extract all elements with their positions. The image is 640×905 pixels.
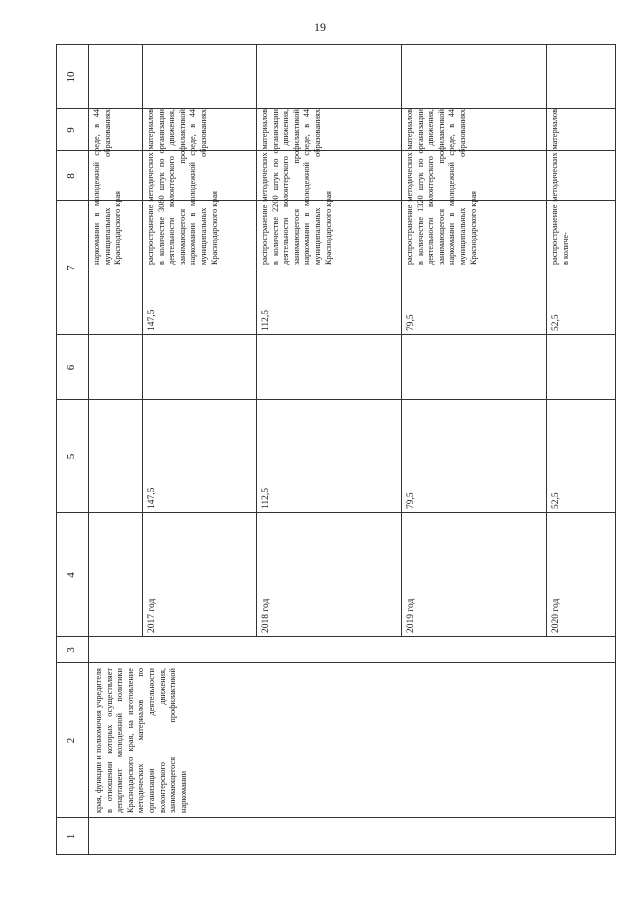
row-value-col5: 79,5 [406,492,416,509]
row-result-text: распространение методических материалов в количестве 3080 штук по организации деятельности волонтерского движения, занимающегося профилактикой наркомании в молодежной среде, в 44 муниципальных образованиях Краснодарского края [146,109,219,265]
row-result-text: распространение методических материалов в количе- [550,109,570,265]
grid-hline [615,45,616,855]
grid-hline [56,45,57,855]
grid-hline [401,45,402,637]
grid-vline [56,44,616,45]
grid-hline [142,45,143,637]
grid-vline [56,334,616,335]
column-header: 10 [65,71,77,83]
row-value-col5: 112,5 [261,487,271,509]
column-header: 4 [65,572,77,578]
grid-vline [56,636,616,637]
grid-vline [56,854,616,855]
grid-vline [56,150,616,151]
row-result-text: распространение методических материалов в количестве 1320 штук по организации деятельности волонтерского движения, занимающегося профилактикой наркомании в молодежной среде, в 44 муниципальных образованиях Краснодарского края [405,109,478,265]
row-year: 2020 год [551,598,561,633]
column-header: 8 [65,173,77,179]
column-header: 1 [65,833,77,840]
rotated-table [56,45,616,855]
grid-hline [88,45,89,855]
row-year: 2019 год [406,598,416,633]
column-header: 3 [65,647,77,653]
column-header: 5 [65,453,77,460]
row-value-col5: 147,5 [147,487,157,509]
row-year: 2018 год [261,598,271,633]
grid-vline [56,817,616,818]
grid-vline [56,662,616,663]
column-header: 7 [65,265,77,271]
row-value-col7: 112,5 [261,309,271,331]
grid-vline [56,399,616,400]
row-value-col5: 52,5 [551,492,561,509]
grid-hline [256,45,257,637]
page-number: 19 [314,20,326,34]
column-header: 9 [65,127,77,133]
row-value-col7: 79,5 [406,314,416,331]
column-header: 6 [65,364,77,371]
grid-vline [56,108,616,109]
task-description: края, функции и полномочия учредителя в отношении которых осуществляет департамент молодежной политики Краснодарского края, на изготовление методических материалов по организации деятельности волонтерского движения, занимающегося профилактикой наркомании [94,668,188,813]
column-header: 2 [65,737,77,744]
row-year: 2017 год [147,598,157,633]
grid-vline [56,200,616,201]
row-value-col7: 147,5 [147,309,157,331]
row-result-text: распространение методических материалов в количестве 2200 штук по организации деятельности волонтерского движения, занимающегося профилактикой наркомании в молодежной среде, в 44 муниципальных образованиях Краснодарского края [260,109,333,265]
grid-hline [546,45,547,637]
grid-vline [56,512,616,513]
row-value-col7: 52,5 [551,314,561,331]
row-result-text: наркомании в молодежной среде, в 44 муниципальных образованиях Краснодарского края [92,109,123,265]
